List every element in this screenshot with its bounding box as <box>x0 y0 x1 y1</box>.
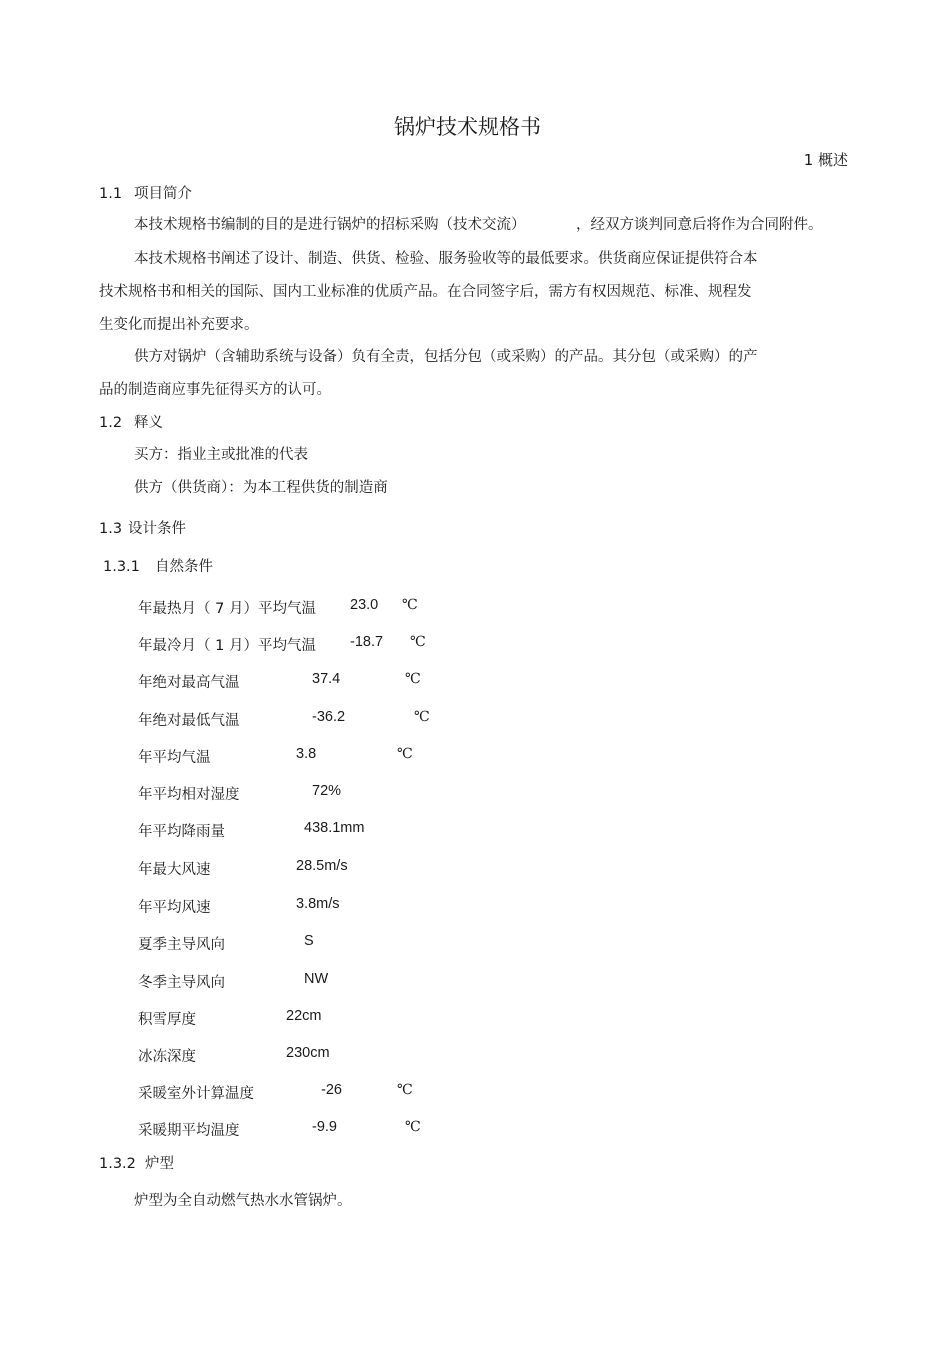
condition-value: 28.5m/s <box>296 858 348 874</box>
section-1-3-title: 设计条件 <box>128 521 186 537</box>
furnace-type-text: 炉型为全自动燃气热水水管锅炉。 <box>134 1193 352 1209</box>
intro-paragraph-3-line-1: 供方对锅炉（含辅助系统与设备）负有全责，包括分包（或采购）的产品。其分包（或采购）的产 <box>134 349 758 365</box>
condition-label: 年最大风速 <box>138 862 211 878</box>
condition-label: 积雪厚度 <box>138 1012 196 1028</box>
condition-label: 冰冻深度 <box>138 1049 196 1065</box>
intro-paragraph-2-line-1: 本技术规格书阐述了设计、制造、供货、检验、服务验收等的最低要求。供货商应保证提供符合本 <box>134 251 758 267</box>
chapter-heading: 1 概述 <box>803 151 848 169</box>
condition-label: 年最冷月（ 1 月）平均气温 <box>138 638 316 654</box>
intro-paragraph-3-line-2: 品的制造商应事先征得买方的认可。 <box>99 382 331 398</box>
section-1-3-2-number: 1.3.2 <box>99 1156 136 1172</box>
condition-label: 年平均相对湿度 <box>138 787 240 803</box>
condition-label: 年平均气温 <box>138 750 211 766</box>
condition-value: 3.8m/s <box>296 896 340 912</box>
intro-paragraph-2-line-3: 生变化而提出补充要求。 <box>99 317 259 333</box>
condition-label: 年最热月（ 7 月）平均气温 <box>138 601 316 617</box>
condition-value: -26 <box>321 1082 342 1098</box>
condition-value: 22cm <box>286 1008 322 1024</box>
document-title: 锅炉技术规格书 <box>394 115 541 139</box>
intro-paragraph-1-tail: ，经双方谈判同意后将作为合同附件。 <box>576 217 823 233</box>
definition-supplier: 供方（供货商）：为本工程供货的制造商 <box>134 480 388 496</box>
condition-unit: ℃ <box>410 634 426 650</box>
condition-value: S <box>304 933 314 949</box>
section-1-2-number: 1.2 <box>99 415 123 431</box>
condition-value: 23.0 <box>350 597 379 613</box>
section-1-1-number: 1.1 <box>99 186 123 202</box>
intro-paragraph-1: 本技术规格书编制的目的是进行锅炉的招标采购（技术交流） <box>134 217 526 233</box>
condition-label: 年平均降雨量 <box>138 824 225 840</box>
condition-label: 年绝对最高气温 <box>138 675 240 691</box>
condition-label: 年绝对最低气温 <box>138 713 240 729</box>
section-1-3-number: 1.3 <box>99 521 123 537</box>
condition-value: -18.7 <box>350 634 384 650</box>
condition-label: 冬季主导风向 <box>138 975 225 991</box>
condition-value: 230cm <box>286 1045 330 1061</box>
condition-unit: ℃ <box>402 597 418 613</box>
condition-value: 37.4 <box>312 671 341 687</box>
condition-value: -36.2 <box>312 709 346 725</box>
definition-buyer: 买方：指业主或批准的代表 <box>134 447 308 463</box>
section-1-3-1-number: 1.3.1 <box>103 559 140 575</box>
condition-value: 3.8 <box>296 746 317 762</box>
condition-value: NW <box>304 971 329 987</box>
condition-label: 年平均风速 <box>138 900 211 916</box>
condition-value: -9.9 <box>312 1119 337 1135</box>
intro-paragraph-2-line-2: 技术规格书和相关的国际、国内工业标准的优质产品。在合同签字后，需方有权因规范、标准、规程发 <box>99 284 752 300</box>
condition-label: 采暖室外计算温度 <box>138 1086 254 1102</box>
condition-unit: ℃ <box>397 1082 413 1098</box>
condition-label: 夏季主导风向 <box>138 937 225 953</box>
condition-value: 438.1mm <box>304 820 365 836</box>
section-1-1-title: 项目简介 <box>134 186 192 202</box>
condition-label: 采暖期平均温度 <box>138 1123 240 1139</box>
condition-unit: ℃ <box>405 1119 421 1135</box>
section-1-3-1-title: 自然条件 <box>155 559 213 575</box>
section-1-3-2-title: 炉型 <box>145 1156 174 1172</box>
condition-value: 72% <box>312 783 342 799</box>
condition-unit: ℃ <box>405 671 421 687</box>
section-1-2-title: 释义 <box>134 415 163 431</box>
condition-unit: ℃ <box>414 709 430 725</box>
condition-unit: ℃ <box>397 746 413 762</box>
